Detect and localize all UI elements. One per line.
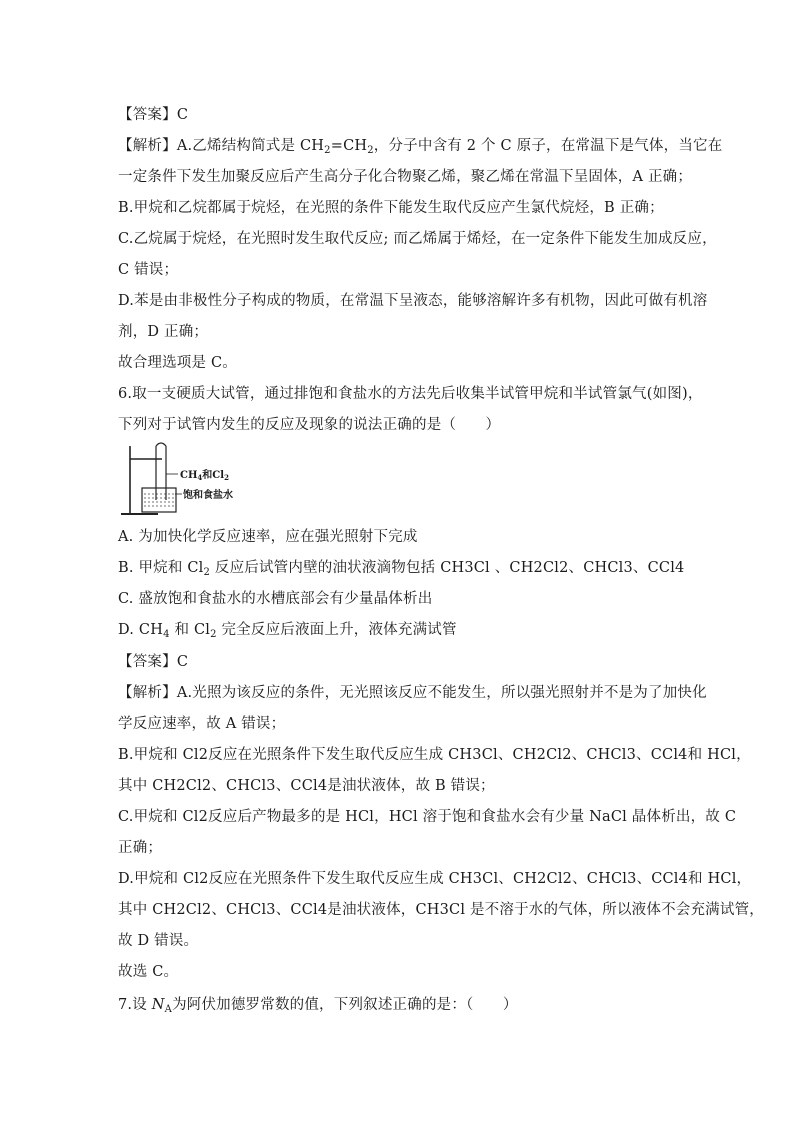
answer-label: 【答案】 <box>118 654 177 670</box>
subscript: 4 <box>197 473 203 482</box>
subscript: 2 <box>210 629 217 640</box>
q5-analysis-d-line1: D.苯是由非极性分子构成的物质，在常温下呈液态，能够溶解许多有机物，因此可做有机溶 <box>118 293 708 309</box>
q5-conclusion: 故合理选项是 C。 <box>118 355 238 371</box>
gas-label <box>180 466 229 481</box>
q6-analysis-b-line2: 其中 CH2Cl2、CHCl3、CCl4是油状液体，故 B 错误； <box>118 778 495 794</box>
q6-answer-line <box>118 652 188 672</box>
subscript: 2 <box>367 145 374 156</box>
q6-analysis-d-line2: 其中 CH2Cl2、CHCl3、CCl4是油状液体，CH3Cl 是不溶于水的气体，所以液体不会充满试管， <box>118 902 764 918</box>
answer-value: C <box>176 107 189 123</box>
stem-text: 7.设 <box>118 997 152 1013</box>
q5-analysis-a-line1 <box>118 136 722 156</box>
q5-analysis-c-line1: C.乙烷属于烷烃，在光照时发生取代反应; 而乙烯属于烯烃，在一定条件下能发生加成反应， <box>118 231 717 247</box>
analysis-text: ，分子中含有 2 个 C 原子，在常温下是气体，当它在 <box>373 138 723 154</box>
subscript: A <box>164 1004 173 1015</box>
brine-liquid <box>143 492 175 511</box>
answer-value: C <box>176 654 189 670</box>
analysis-label: 【解析】 <box>118 685 177 701</box>
analysis-text: =CH <box>330 138 368 154</box>
test-tube <box>156 443 166 500</box>
q5-answer-line <box>118 105 188 125</box>
subscript: 2 <box>203 567 211 578</box>
q6-analysis-c-line2: 正确； <box>118 840 163 856</box>
q5-analysis-b-line: B.甲烷和乙烷都属于烷烃，在光照的条件下能发生取代反应产生氯代烷烃，B 正确； <box>118 200 664 216</box>
analysis-label: 【解析】 <box>118 138 177 154</box>
q6-option-d <box>118 620 457 640</box>
q6-analysis-c-line1: C.甲烷和 Cl2反应后产物最多的是 HCl，HCl 溶于饱和食盐水会有少量 NaCl 晶体析出，故 C <box>118 809 737 825</box>
q6-conclusion: 故选 C。 <box>118 964 179 980</box>
liquid-label: 饱和食盐水 <box>183 490 233 501</box>
option-text: B. 甲烷和 Cl <box>118 560 204 576</box>
q6-stem-line1: 6.取一支硬质大试管，通过排饱和食盐水的方法先后收集半试管甲烷和半试管氯气(如图)， <box>118 386 703 402</box>
analysis-text: A.光照为该反应的条件，无光照该反应不能发生，所以强光照射并不是为了加快化 <box>176 685 707 701</box>
analysis-text: A.乙烯结构简式是 CH <box>176 138 325 154</box>
option-text: 反应后试管内壁的油状液滴物包括 CH3Cl 、CH2Cl2、CHCl3、CCl4 <box>210 560 685 576</box>
q5-analysis-c-line2: C 错误； <box>118 262 179 278</box>
avogadro-symbol: N <box>151 997 165 1013</box>
q6-option-c: C. 盛放饱和食盐水的水槽底部会有少量晶体析出 <box>118 591 433 607</box>
q6-analysis-a-line2: 学反应速率，故 A 错误； <box>118 716 286 732</box>
option-text: 和 Cl <box>169 622 211 638</box>
stem-text: 为阿伏加德罗常数的值，下列叙述正确的是：（ ） <box>172 997 518 1013</box>
q7-stem <box>118 995 518 1015</box>
q5-analysis-a-line2: 一定条件下发生加聚反应后产生高分子化合物聚乙烯，聚乙烯在常温下呈固体，A 正确； <box>118 169 693 185</box>
option-text: D. CH <box>118 622 164 638</box>
q5-analysis-d-line2: 剂，D 正确； <box>118 324 209 340</box>
q6-option-a: A. 为加快化学反应速率，应在强光照射下完成 <box>118 529 418 545</box>
gas-label-text: CH <box>180 470 198 481</box>
option-text: 完全反应后液面上升，液体充满试管 <box>216 622 457 638</box>
q6-option-b <box>118 558 684 578</box>
gas-label-text: 和Cl <box>202 470 225 481</box>
subscript: 4 <box>163 629 170 640</box>
q6-analysis-d-line1: D.甲烷和 Cl2反应在光照条件下发生取代反应生成 CH3Cl、CH2Cl2、CHCl3、CCl4和 HCl， <box>118 871 752 887</box>
q6-analysis-a-line1 <box>118 683 707 703</box>
q6-stem-line2: 下列对于试管内发生的反应及现象的说法正确的是（ ） <box>118 417 501 433</box>
subscript: 2 <box>224 473 229 482</box>
q6-analysis-b-line1: B.甲烷和 Cl2反应在光照条件下发生取代反应生成 CH3Cl、CH2Cl2、CHCl3、CCl4和 HCl， <box>118 747 751 763</box>
q6-analysis-d-line3: 故 D 错误。 <box>118 933 199 949</box>
answer-label: 【答案】 <box>118 107 177 123</box>
subscript: 2 <box>324 145 331 156</box>
